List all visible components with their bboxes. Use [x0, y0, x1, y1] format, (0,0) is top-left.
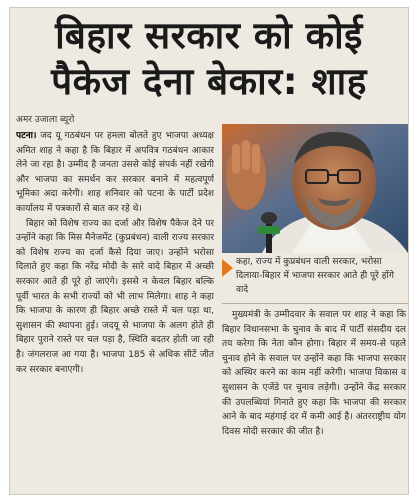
caption-text: कहा, राज्य में कुप्रबंधन वाली सरकार, भरोसा दिलाया-बिहार में भाजपा सरकार आते ही पूरे होंगे वादे: [236, 257, 394, 295]
newspaper-clipping: [9, 7, 409, 495]
byline: अमर उजाला ब्यूरो: [16, 115, 75, 125]
article-paragraph: बिहार को विशेष राज्य का दर्जा और विशेष पैकेज देने पर उन्होंने कहा कि मिस मैनेजमेंट (कुप्रबंधन) वाली राज्य सरकार को विशेष राज्य का दर्जा कैसे दिया जाए। उन्होंने भरोसा दिलाते हुए कहा कि नरेंद्र मोदी के सारे वादे बिहार में अच्छी सरकार आते ही पूरे हो जाएंगे। इससे न केवल बिहार बल्कि पूर्वी भारत के सभी राज्यों को भी लाभ मिलेगा। शाह ने कहा कि भाजपा के कारण ही बिहार अच्छे रास्ते में चल पड़ा था, सुशासन की स्थापना हुई। जदयू से भाजपा के अलग होते ही बिहार पुराने रास्ते पर चल पड़ा है, स्थिति बदतर होती जा रही है। जंगलराज आ गया है। भाजपा 185 से अधिक सीटें जीत कर सरकार बनाएगी।: [16, 218, 214, 375]
article-column-right: [222, 308, 406, 488]
article-paragraph: मुख्यमंत्री के उम्मीदवार के सवाल पर शाह ने कहा कि बिहार विधानसभा के चुनाव के बाद में पार्टी संसदीय दल तय करेगा कि नेता कौन होगा। बिहार में समय-से पहले चुनाव होने के सवाल पर उन्होंने कहा कि भाजपा सरकार को अस्थिर करने का काम नहीं करेगी। भाजपा विकास व सुशासन के एजेंडे पर चुनाव लड़ेगी। उन्होंने केंद्र सरकार की उपलब्धियां गिनाते हुए कहा कि भाजपा की सरकार आने के बाद महंगाई दर में कमी आई है। अंतरराष्ट्रीय योग दिवस मोदी सरकार की जीत है।: [222, 310, 406, 437]
caption-divider: [222, 303, 408, 304]
headline-line-2: पैकेज देना बेकार: शाह: [51, 60, 367, 103]
amit-shah-photo: [222, 124, 408, 253]
caption-arrow-icon: [222, 259, 233, 277]
photo-caption: [222, 255, 408, 303]
article-paragraph: [16, 129, 214, 217]
headline-line-1: बिहार सरकार को कोई: [55, 14, 363, 57]
article-column-left: [16, 129, 214, 491]
article-paragraph-text: जद यू गठबंधन पर हमला बोलते हुए भाजपा अध्यक्ष अमित शाह ने कहा है कि बिहार में अपवित्र गठबंधन आकार लेने जा रहा है। उम्मीद है जनता उससे कोई संपर्क नहीं रखेगी और भाजपा का समर्थन कर सरकार बनाने में महत्वपूर्ण भूमिका अदा करेगी। शाह शनिवार को पटना के पार्टी प्रदेश कार्यालय में पत्रकारों से बात कर रहे थे।: [16, 131, 214, 214]
dateline: पटना।: [16, 131, 37, 141]
